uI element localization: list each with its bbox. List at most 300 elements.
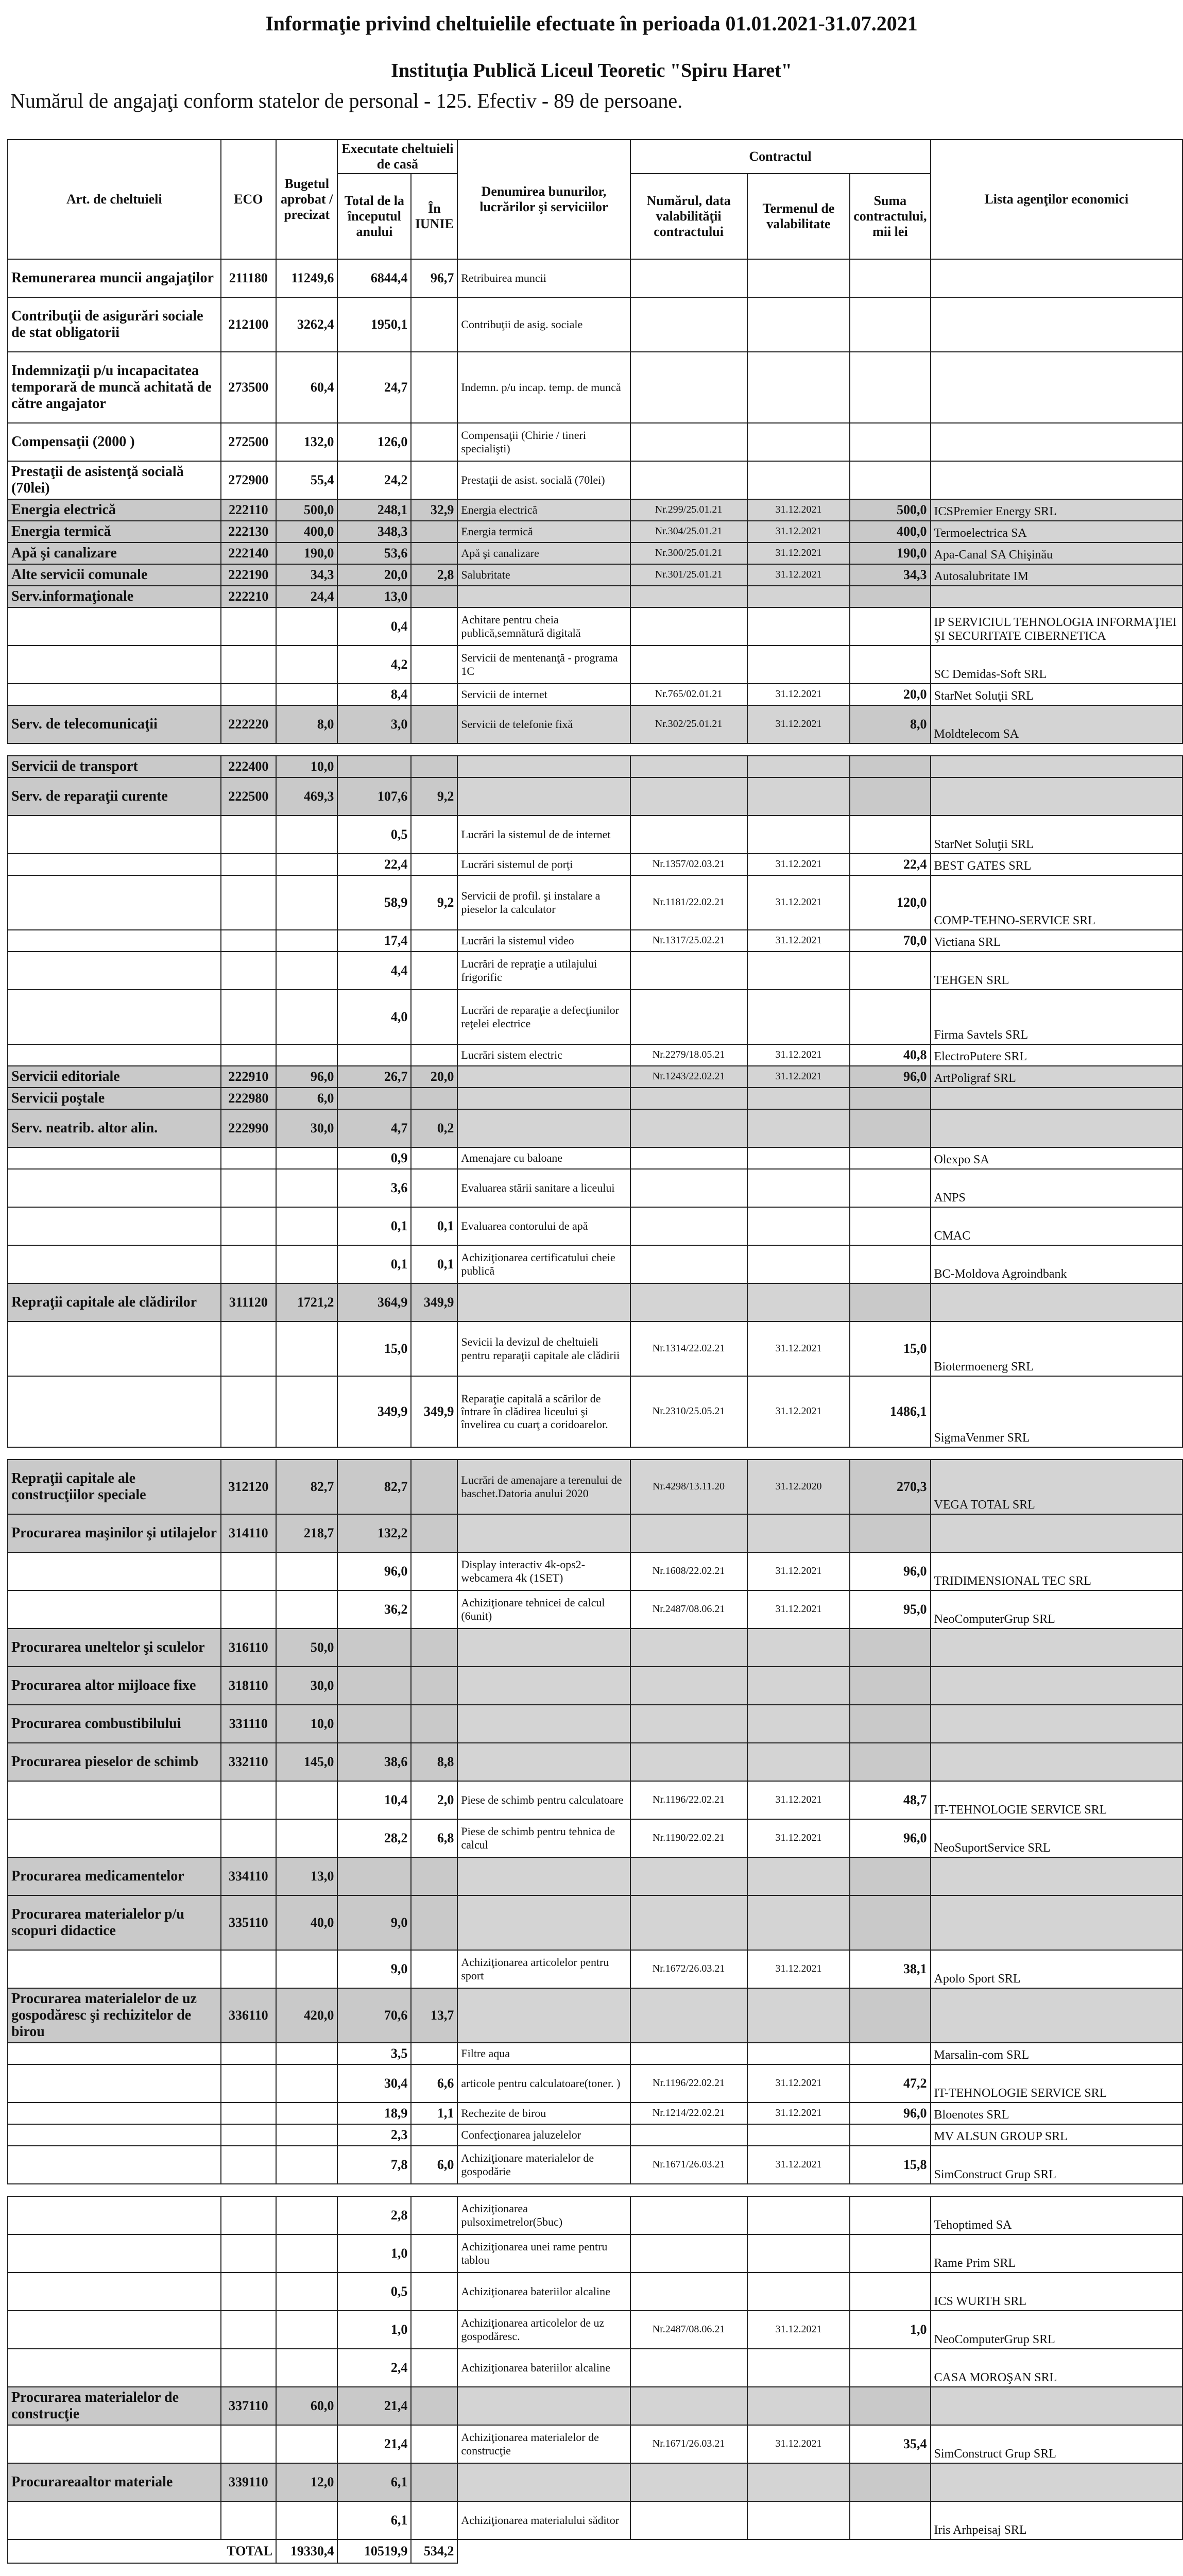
- row-contract-number: Nr.1671/26.03.21: [630, 2146, 747, 2184]
- row-validity: [747, 1283, 850, 1321]
- row-june: 6,0: [411, 2146, 457, 2184]
- row-art: [8, 2103, 221, 2124]
- row-total: 96,0: [337, 1552, 411, 1590]
- row-service: Display interactiv 4k-ops2-webcamera 4k (1SET): [457, 1552, 630, 1590]
- row-amount: [850, 1857, 930, 1895]
- row-service: Achiziţionare tehnicei de calcul (6unit): [457, 1590, 630, 1629]
- row-eco: 222910: [221, 1066, 276, 1088]
- row-agent: [931, 1895, 1182, 1950]
- row-validity: [747, 1169, 850, 1207]
- row-contract-number: [630, 2463, 747, 2501]
- row-validity: 31.12.2021: [747, 1321, 850, 1376]
- table-row: [8, 1857, 1182, 1895]
- row-eco: [221, 2103, 276, 2124]
- row-budget: 24,4: [276, 586, 337, 607]
- row-total: 248,1: [337, 499, 411, 521]
- row-agent: IT-TEHNOLOGIE SERVICE SRL: [931, 1781, 1182, 1819]
- row-amount: [850, 2196, 930, 2234]
- row-agent: IT-TEHNOLOGIE SERVICE SRL: [931, 2064, 1182, 2103]
- col-in-june: În IUNIE: [411, 174, 457, 259]
- table-row: [8, 1743, 1182, 1781]
- row-agent: [931, 1088, 1182, 1109]
- row-contract-number: Nr.1608/22.02.21: [630, 1552, 747, 1590]
- table-row: [8, 1044, 1182, 1066]
- row-total: 4,4: [337, 952, 411, 990]
- row-art: [8, 2196, 221, 2234]
- row-total: 53,6: [337, 543, 411, 564]
- row-budget: [276, 1207, 337, 1245]
- row-service: Achitare pentru cheia publică,semnătură digitală: [457, 607, 630, 646]
- row-eco: [221, 1950, 276, 1988]
- row-total: 364,9: [337, 1283, 411, 1321]
- row-service: Lucrări sistemul de porţi: [457, 854, 630, 875]
- row-agent: [931, 2463, 1182, 2501]
- row-art: [8, 1552, 221, 1590]
- row-service: Lucrări la sistemul video: [457, 930, 630, 952]
- row-budget: [276, 1321, 337, 1376]
- row-service: Lucrări sistem electric: [457, 1044, 630, 1066]
- row-contract-number: [630, 607, 747, 646]
- row-amount: [850, 1109, 930, 1147]
- row-eco: [221, 1169, 276, 1207]
- row-total: 9,0: [337, 1950, 411, 1988]
- row-service: [457, 1895, 630, 1950]
- row-contract-number: Nr.1214/22.02.21: [630, 2103, 747, 2124]
- row-validity: 31.12.2021: [747, 1781, 850, 1819]
- row-eco: [221, 930, 276, 952]
- row-agent: [931, 777, 1182, 816]
- row-contract-number: Nr.1357/02.03.21: [630, 854, 747, 875]
- row-amount: [850, 1705, 930, 1743]
- row-amount: 96,0: [850, 2103, 930, 2124]
- row-art: [8, 2311, 221, 2349]
- row-contract-number: [630, 2124, 747, 2146]
- row-service: Lucrări de repraţie a utilajului frigorific: [457, 952, 630, 990]
- table-row: [8, 1781, 1182, 1819]
- table-row: [8, 1245, 1182, 1283]
- row-total: 28,2: [337, 1819, 411, 1857]
- row-total: 4,7: [337, 1109, 411, 1147]
- row-contract-number: [630, 1283, 747, 1321]
- row-budget: [276, 2064, 337, 2103]
- row-service: Piese de schimb pentru calculatoare: [457, 1781, 630, 1819]
- row-eco: [221, 646, 276, 684]
- row-june: [411, 521, 457, 543]
- row-contract-number: [630, 1169, 747, 1207]
- row-agent: [931, 1514, 1182, 1552]
- row-total: 8,4: [337, 684, 411, 705]
- row-june: [411, 930, 457, 952]
- row-agent: ElectroPutere SRL: [931, 1044, 1182, 1066]
- row-june: [411, 1629, 457, 1667]
- row-contract-number: [630, 2234, 747, 2273]
- row-agent: SimConstruct Grup SRL: [931, 2425, 1182, 2463]
- row-june: 32,9: [411, 499, 457, 521]
- row-budget: [276, 816, 337, 854]
- row-eco: 222130: [221, 521, 276, 543]
- table-row: [8, 1514, 1182, 1552]
- row-art: [8, 2234, 221, 2273]
- row-validity: [747, 2196, 850, 2234]
- row-contract-number: [630, 2501, 747, 2539]
- row-contract-number: Nr.1317/25.02.21: [630, 930, 747, 952]
- table-row: [8, 1988, 1182, 2043]
- row-total: 107,6: [337, 777, 411, 816]
- row-eco: [221, 2064, 276, 2103]
- row-eco: 222220: [221, 705, 276, 743]
- row-june: 6,6: [411, 2064, 457, 2103]
- row-contract-number: [630, 646, 747, 684]
- row-budget: 40,0: [276, 1895, 337, 1950]
- row-total: 38,6: [337, 1743, 411, 1781]
- row-june: 1,1: [411, 2103, 457, 2124]
- row-contract-number: Nr.299/25.01.21: [630, 499, 747, 521]
- row-june: [411, 1705, 457, 1743]
- row-contract-number: [630, 990, 747, 1044]
- row-amount: 1486,1: [850, 1376, 930, 1447]
- row-contract-number: Nr.301/25.01.21: [630, 564, 747, 586]
- row-budget: [276, 2234, 337, 2273]
- row-art: Contribuţii de asigurări sociale de stat obligatorii: [8, 297, 221, 352]
- row-validity: [747, 1245, 850, 1283]
- row-agent: TRIDIMENSIONAL TEC SRL: [931, 1552, 1182, 1590]
- row-agent: Moldtelecom SA: [931, 705, 1182, 743]
- row-amount: [850, 607, 930, 646]
- table-row: [8, 2311, 1182, 2349]
- row-amount: 48,7: [850, 1781, 930, 1819]
- row-total: 26,7: [337, 1066, 411, 1088]
- row-art: [8, 2043, 221, 2064]
- row-total: 349,9: [337, 1376, 411, 1447]
- row-june: 9,2: [411, 777, 457, 816]
- row-amount: 400,0: [850, 521, 930, 543]
- row-art: Energia electrică: [8, 499, 221, 521]
- row-budget: 3262,4: [276, 297, 337, 352]
- row-budget: 50,0: [276, 1629, 337, 1667]
- row-contract-number: [630, 1109, 747, 1147]
- row-june: [411, 2387, 457, 2425]
- row-amount: 15,0: [850, 1321, 930, 1376]
- row-service: Achiziţionare materialelor de gospodărie: [457, 2146, 630, 2184]
- row-budget: 400,0: [276, 521, 337, 543]
- row-june: 349,9: [411, 1283, 457, 1321]
- row-amount: [850, 756, 930, 777]
- row-service: Rechezite de birou: [457, 2103, 630, 2124]
- row-validity: [747, 646, 850, 684]
- row-contract-number: Nr.304/25.01.21: [630, 521, 747, 543]
- row-amount: 70,0: [850, 930, 930, 952]
- table-row: [8, 1283, 1182, 1321]
- row-total: [337, 1044, 411, 1066]
- row-agent: [931, 461, 1182, 499]
- row-total: 6,1: [337, 2463, 411, 2501]
- row-eco: 222400: [221, 756, 276, 777]
- row-total: 13,0: [337, 586, 411, 607]
- row-june: [411, 2124, 457, 2146]
- row-eco: [221, 2349, 276, 2387]
- row-budget: [276, 646, 337, 684]
- row-art: [8, 646, 221, 684]
- table-row: [8, 2064, 1182, 2103]
- row-contract-number: [630, 1705, 747, 1743]
- row-amount: [850, 2043, 930, 2064]
- row-amount: [850, 1988, 930, 2043]
- row-budget: [276, 1552, 337, 1590]
- row-june: [411, 1857, 457, 1895]
- row-art: [8, 854, 221, 875]
- row-amount: 47,2: [850, 2064, 930, 2103]
- row-amount: 96,0: [850, 1552, 930, 1590]
- row-contract-number: [630, 259, 747, 297]
- row-budget: 10,0: [276, 1705, 337, 1743]
- total-budget: 19330,4: [276, 2539, 337, 2563]
- row-agent: Firma Savtels SRL: [931, 990, 1182, 1044]
- row-budget: [276, 2311, 337, 2349]
- table-row: [8, 816, 1182, 854]
- row-validity: 31.12.2021: [747, 1590, 850, 1629]
- row-validity: 31.12.2021: [747, 2103, 850, 2124]
- row-eco: [221, 2146, 276, 2184]
- row-eco: 212100: [221, 297, 276, 352]
- table-row: [8, 1376, 1182, 1447]
- total-june: 534,2: [411, 2539, 457, 2563]
- row-agent: Tehoptimed SA: [931, 2196, 1182, 2234]
- row-budget: 10,0: [276, 756, 337, 777]
- row-agent: Iris Arhpeisaj SRL: [931, 2501, 1182, 2539]
- row-contract-number: [630, 2387, 747, 2425]
- row-agent: Apa-Canal SA Chişinău: [931, 543, 1182, 564]
- row-amount: 190,0: [850, 543, 930, 564]
- row-eco: [221, 2501, 276, 2539]
- row-budget: [276, 2425, 337, 2463]
- row-art: Procurareaaltor materiale: [8, 2463, 221, 2501]
- row-validity: [747, 2234, 850, 2273]
- row-service: Indemn. p/u incap. temp. de muncă: [457, 352, 630, 423]
- row-amount: 500,0: [850, 499, 930, 521]
- row-contract-number: [630, 1629, 747, 1667]
- col-contract-number: Numărul, data valabilităţii contractului: [630, 174, 747, 259]
- row-june: [411, 352, 457, 423]
- row-amount: 120,0: [850, 875, 930, 930]
- row-service: Achiziţionarea articolelor de uz gospodăresc.: [457, 2311, 630, 2349]
- row-total: 58,9: [337, 875, 411, 930]
- table-row: [8, 423, 1182, 461]
- row-june: [411, 543, 457, 564]
- row-june: 20,0: [411, 1066, 457, 1088]
- row-budget: 8,0: [276, 705, 337, 743]
- row-agent: Marsalin-com SRL: [931, 2043, 1182, 2064]
- row-june: 0,1: [411, 1207, 457, 1245]
- row-june: 8,8: [411, 1743, 457, 1781]
- row-amount: [850, 2349, 930, 2387]
- table-row: [8, 1460, 1182, 1514]
- row-contract-number: [630, 1088, 747, 1109]
- row-art: [8, 2146, 221, 2184]
- row-service: Piese de schimb pentru tehnica de calcul: [457, 1819, 630, 1857]
- row-service: Achiziţionarea certificatului cheie publică: [457, 1245, 630, 1283]
- row-amount: [850, 990, 930, 1044]
- row-budget: [276, 2501, 337, 2539]
- row-eco: 222190: [221, 564, 276, 586]
- row-art: [8, 1147, 221, 1169]
- row-agent: [931, 1629, 1182, 1667]
- row-service: Servicii de telefonie fixă: [457, 705, 630, 743]
- row-agent: BC-Moldova Agroindbank: [931, 1245, 1182, 1283]
- row-budget: 469,3: [276, 777, 337, 816]
- section-break: [8, 2184, 1182, 2196]
- row-budget: 96,0: [276, 1066, 337, 1088]
- row-june: [411, 756, 457, 777]
- row-validity: [747, 1629, 850, 1667]
- row-service: Lucrări de reparaţie a defecţiunilor reţelei electrice: [457, 990, 630, 1044]
- row-service: [457, 1705, 630, 1743]
- row-contract-number: [630, 2273, 747, 2311]
- table-row: [8, 1667, 1182, 1705]
- row-service: Evaluarea contorului de apă: [457, 1207, 630, 1245]
- row-budget: [276, 2124, 337, 2146]
- table-row: [8, 352, 1182, 423]
- table-row: [8, 607, 1182, 646]
- row-contract-number: [630, 816, 747, 854]
- row-total: 24,7: [337, 352, 411, 423]
- row-june: [411, 2425, 457, 2463]
- row-eco: [221, 1207, 276, 1245]
- row-contract-number: [630, 1514, 747, 1552]
- row-amount: 40,8: [850, 1044, 930, 1066]
- row-total: 2,8: [337, 2196, 411, 2234]
- row-service: Sevicii la devizul de cheltuieli pentru reparaţii capitale ale clădirii: [457, 1321, 630, 1376]
- row-validity: 31.12.2021: [747, 854, 850, 875]
- row-amount: 35,4: [850, 2425, 930, 2463]
- col-eco: ECO: [221, 140, 276, 259]
- row-art: Compensaţii (2000 ): [8, 423, 221, 461]
- row-amount: [850, 2501, 930, 2539]
- row-art: Alte servicii comunale: [8, 564, 221, 586]
- row-validity: 31.12.2021: [747, 875, 850, 930]
- row-budget: [276, 2103, 337, 2124]
- row-total: 3,5: [337, 2043, 411, 2064]
- row-amount: 1,0: [850, 2311, 930, 2349]
- row-eco: 272900: [221, 461, 276, 499]
- row-contract-number: [630, 352, 747, 423]
- row-service: Achiziţionarea articolelor pentru sport: [457, 1950, 630, 1988]
- row-budget: 190,0: [276, 543, 337, 564]
- row-art: [8, 607, 221, 646]
- row-amount: 38,1: [850, 1950, 930, 1988]
- row-amount: 22,4: [850, 854, 930, 875]
- row-contract-number: Nr.1243/22.02.21: [630, 1066, 747, 1088]
- row-art: Apă şi canalizare: [8, 543, 221, 564]
- table-row: [8, 564, 1182, 586]
- table-row: [8, 543, 1182, 564]
- row-validity: [747, 1705, 850, 1743]
- row-june: 96,7: [411, 259, 457, 297]
- row-agent: [931, 297, 1182, 352]
- row-service: Servicii de mentenanţă - programa 1C: [457, 646, 630, 684]
- row-agent: [931, 756, 1182, 777]
- row-agent: [931, 1857, 1182, 1895]
- table-row: [8, 756, 1182, 777]
- row-amount: 270,3: [850, 1460, 930, 1514]
- row-june: [411, 2043, 457, 2064]
- row-eco: [221, 1044, 276, 1066]
- table-row: [8, 1819, 1182, 1857]
- row-amount: [850, 1895, 930, 1950]
- table-row: [8, 2103, 1182, 2124]
- table-row: [8, 2234, 1182, 2273]
- row-amount: [850, 1147, 930, 1169]
- row-agent: MV ALSUN GROUP SRL: [931, 2124, 1182, 2146]
- row-agent: [931, 423, 1182, 461]
- row-validity: 31.12.2021: [747, 499, 850, 521]
- row-agent: Olexpo SA: [931, 1147, 1182, 1169]
- row-contract-number: [630, 777, 747, 816]
- row-eco: [221, 1590, 276, 1629]
- row-art: [8, 816, 221, 854]
- row-total: 6844,4: [337, 259, 411, 297]
- row-budget: 132,0: [276, 423, 337, 461]
- row-service: Servicii de internet: [457, 684, 630, 705]
- row-agent: ArtPoligraf SRL: [931, 1066, 1182, 1088]
- row-amount: [850, 2463, 930, 2501]
- row-art: [8, 875, 221, 930]
- row-eco: 334110: [221, 1857, 276, 1895]
- row-validity: 31.12.2021: [747, 1950, 850, 1988]
- row-amount: [850, 952, 930, 990]
- table-row: [8, 705, 1182, 743]
- row-agent: BEST GATES SRL: [931, 854, 1182, 875]
- row-art: Procurarea materialelor de construcţie: [8, 2387, 221, 2425]
- row-budget: 145,0: [276, 1743, 337, 1781]
- row-art: [8, 930, 221, 952]
- row-validity: [747, 586, 850, 607]
- row-validity: [747, 1207, 850, 1245]
- row-service: [457, 777, 630, 816]
- row-art: [8, 1590, 221, 1629]
- row-art: [8, 1950, 221, 1988]
- table-row: [8, 1207, 1182, 1245]
- table-row: [8, 2387, 1182, 2425]
- row-eco: 272500: [221, 423, 276, 461]
- col-executed-group: Executate cheltuieli de casă: [337, 140, 457, 174]
- row-art: [8, 684, 221, 705]
- row-june: 13,7: [411, 1988, 457, 2043]
- row-service: [457, 1066, 630, 1088]
- row-june: [411, 423, 457, 461]
- row-validity: [747, 1514, 850, 1552]
- row-art: Prestaţii de asistenţă socială (70lei): [8, 461, 221, 499]
- row-agent: NeoSuportService SRL: [931, 1819, 1182, 1857]
- row-budget: [276, 2273, 337, 2311]
- row-agent: CMAC: [931, 1207, 1182, 1245]
- row-contract-number: [630, 952, 747, 990]
- row-eco: [221, 1147, 276, 1169]
- table-row: [8, 1705, 1182, 1743]
- row-agent: [931, 1988, 1182, 2043]
- row-agent: [931, 1283, 1182, 1321]
- row-contract-number: [630, 1743, 747, 1781]
- row-agent: ICS WURTH SRL: [931, 2273, 1182, 2311]
- row-contract-number: [630, 2043, 747, 2064]
- row-service: [457, 756, 630, 777]
- row-budget: [276, 607, 337, 646]
- row-budget: 30,0: [276, 1667, 337, 1705]
- table-row: [8, 1109, 1182, 1147]
- row-contract-number: Nr.1671/26.03.21: [630, 2425, 747, 2463]
- row-agent: Autosalubritate IM: [931, 564, 1182, 586]
- row-art: [8, 2425, 221, 2463]
- row-validity: 31.12.2021: [747, 1044, 850, 1066]
